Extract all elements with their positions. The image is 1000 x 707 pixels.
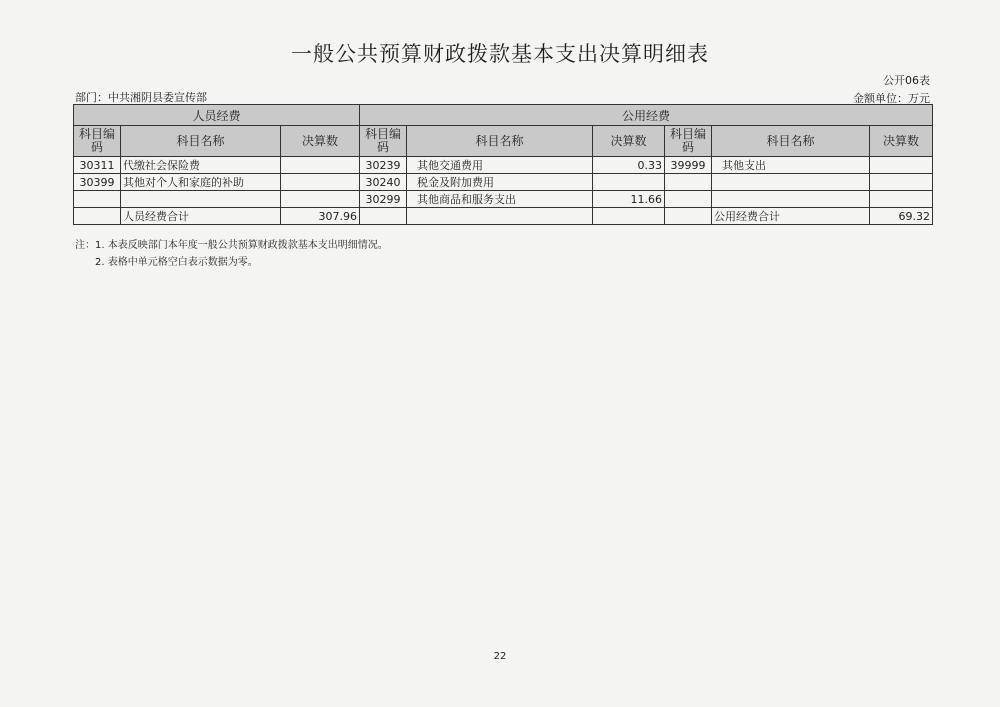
cell-amount bbox=[593, 174, 665, 191]
expenditure-table bbox=[73, 104, 933, 225]
cell-amount bbox=[870, 157, 933, 174]
cell-code: 30311 bbox=[74, 157, 121, 174]
table-row bbox=[74, 191, 933, 208]
public-total-value: 69.32 bbox=[870, 208, 933, 225]
header-name: 科目名称 bbox=[121, 126, 281, 157]
group-public: 公用经费 bbox=[360, 105, 933, 126]
table-row bbox=[74, 157, 933, 174]
notes bbox=[75, 237, 388, 271]
header-amount: 决算数 bbox=[870, 126, 933, 157]
cell-code bbox=[74, 191, 121, 208]
amount-unit-label: 金额单位：万元 bbox=[853, 92, 930, 105]
personnel-total-label: 人员经费合计 bbox=[121, 208, 281, 225]
cell-amount bbox=[870, 174, 933, 191]
cell-code: 30299 bbox=[360, 191, 407, 208]
cell-code bbox=[665, 191, 712, 208]
cell-empty bbox=[360, 208, 407, 225]
header-amount: 决算数 bbox=[593, 126, 665, 157]
cell-name: 其他商品和服务支出 bbox=[407, 191, 593, 208]
cell-name: 其他交通费用 bbox=[407, 157, 593, 174]
cell-empty bbox=[665, 208, 712, 225]
note-1: 注：1. 本表反映部门本年度一般公共预算财政拨款基本支出明细情况。 bbox=[75, 240, 388, 251]
cell-name: 税金及附加费用 bbox=[407, 174, 593, 191]
cell-name bbox=[712, 191, 870, 208]
cell-name bbox=[121, 191, 281, 208]
cell-amount: 11.66 bbox=[593, 191, 665, 208]
cell-name bbox=[712, 174, 870, 191]
cell-name: 其他支出 bbox=[712, 157, 870, 174]
note-2: 2. 表格中单元格空白表示数据为零。 bbox=[95, 257, 258, 268]
cell-code: 30399 bbox=[74, 174, 121, 191]
totals-row bbox=[74, 208, 933, 225]
cell-code: 39999 bbox=[665, 157, 712, 174]
cell-name: 代缴社会保险费 bbox=[121, 157, 281, 174]
column-header-row bbox=[74, 126, 933, 157]
personnel-total-value: 307.96 bbox=[281, 208, 360, 225]
form-number: 公开06表 bbox=[883, 74, 930, 87]
table-row bbox=[74, 174, 933, 191]
cell-empty bbox=[407, 208, 593, 225]
cell-empty bbox=[74, 208, 121, 225]
cell-code bbox=[665, 174, 712, 191]
public-total-label: 公用经费合计 bbox=[712, 208, 870, 225]
cell-amount: 0.33 bbox=[593, 157, 665, 174]
cell-code: 30240 bbox=[360, 174, 407, 191]
cell-code: 30239 bbox=[360, 157, 407, 174]
cell-empty bbox=[593, 208, 665, 225]
department-label: 部门：中共湘阴县委宣传部 bbox=[75, 91, 207, 104]
cell-amount bbox=[281, 157, 360, 174]
group-header-row bbox=[74, 105, 933, 126]
cell-amount bbox=[870, 191, 933, 208]
cell-name: 其他对个人和家庭的补助 bbox=[121, 174, 281, 191]
page-number: 22 bbox=[493, 651, 507, 662]
header-name: 科目名称 bbox=[407, 126, 593, 157]
cell-amount bbox=[281, 174, 360, 191]
group-personnel: 人员经费 bbox=[74, 105, 360, 126]
header-amount: 决算数 bbox=[281, 126, 360, 157]
header-code: 科目编码 bbox=[360, 126, 407, 157]
page-title: 一般公共预算财政拨款基本支出决算明细表 bbox=[291, 42, 709, 66]
header-code: 科目编码 bbox=[665, 126, 712, 157]
header-code: 科目编码 bbox=[74, 126, 121, 157]
cell-amount bbox=[281, 191, 360, 208]
header-name: 科目名称 bbox=[712, 126, 870, 157]
